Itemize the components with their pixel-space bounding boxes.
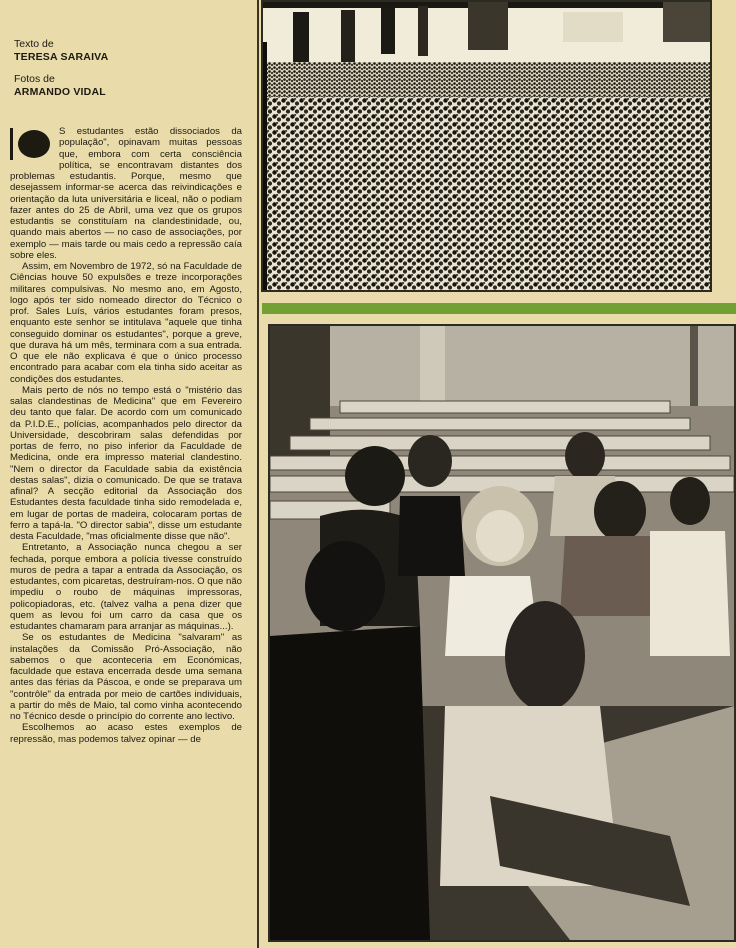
green-accent-bar (262, 303, 736, 314)
article-paragraph-5: Se os estudantes de Medicina "salvaram" as instalações da Comissão Pró-Associação, não sabemos o que aconteceria em Económicas, faculdade que estava encerrada desde uma semana antes das férias da Páscoa, e onde se preparava um "contrôle" da entrada por meio de cartões individuais, a partir do mês de Maio, tal como vinha acontecendo no Técnico desde o princípio do corrente ano lectivo. (10, 632, 242, 722)
photo-author-name: ARMANDO VIDAL (14, 86, 106, 98)
dropcap-letter (10, 128, 55, 160)
article-paragraph-4: Entretanto, a Associação nunca chegou a ser fechada, porque embora a polícia tivesse construído muros de pedra a tapar a entrada da Associação, os estudantes, com picaretas, destruíram-nos. O que não impediu o roubo de máquinas impressoras, policopiadoras, etc. (talvez valha a pena dizer que quem as levou foi um carro da casa que os estudantes chamaram para arranjar as máquinas...). (10, 542, 242, 632)
paragraph-text: S estudantes estão dissociados da população", opinavam muitas pessoas que, embora com certa consciência política, se encontravam distantes dos problemas estudantis. Porque, mesmo que desejassem informar-se acerca das reivindicações e orientação da luta universitária e liceal, não o podiam fazer antes do 25 de Abril, uma vez que os grupos estudantis se constituíam na clandestinidade, ou, quando mais abertos — no caso de associações, por exemplo — mais tarde ou mais cedo a repressão caía sobre eles. (10, 126, 242, 261)
photo-credit-label: Fotos de (14, 73, 55, 85)
credits-block (14, 38, 249, 99)
dropcap-o-glyph (18, 130, 50, 158)
article-paragraph-1 (10, 126, 242, 261)
text-author-name: TERESA SARAIVA (14, 51, 109, 63)
article-paragraph-2: Assim, em Novembro de 1972, só na Faculdade de Ciências houve 50 expulsões e treze incorporações militares compulsivas. No mesmo ano, em Agosto, logo após ter sido nomeado director do Técnico o prof. Sales Luís, vários estudantes foram presos, enquanto este senhor se intitulava "aquele que tinha conseguido dominar os estudantes", porque a greve, que durava há um mês, terminara com a sua entrada. O que ele não explicava é que o único processo encontrado para acabar com ela tinha sido aceitar as condições dos estudantes. (10, 261, 242, 385)
crowd-photo (261, 0, 712, 292)
article-paragraph-3: Mais perto de nós no tempo está o "mistério das salas clandestinas de Medicina" que em Fevereiro deu tanto que falar. De acordo com um comunicado da P.I.D.E., polícias, acompanhados pelo director da Universidade, descobriram salas defendidas por portas de ferro, no piso inferior da Faculdade de Medicina, onde era impresso material clandestino. "Nem o director da Faculdade sabia da existência destas salas", dizia o comunicado. De que se tratava afinal? A secção editorial da Associação dos Estudantes desta faculdade tinha sido remodelada e, em lugar de portas de madeira, colocaram portas de ferro a tapá-la. "O director sabia", disse um estudante desta Faculdade, "mas oficialmente disse que não". (10, 384, 242, 542)
article-body (10, 126, 242, 745)
text-credit-label: Texto de (14, 38, 54, 50)
crowd-photo-image (263, 2, 710, 290)
column-divider (257, 0, 259, 948)
students-auditorium-photo (268, 324, 736, 942)
article-paragraph-6: Escolhemos ao acaso estes exemplos de repressão, mas podemos talvez opinar — de (10, 722, 242, 745)
students-photo-image (270, 326, 734, 940)
